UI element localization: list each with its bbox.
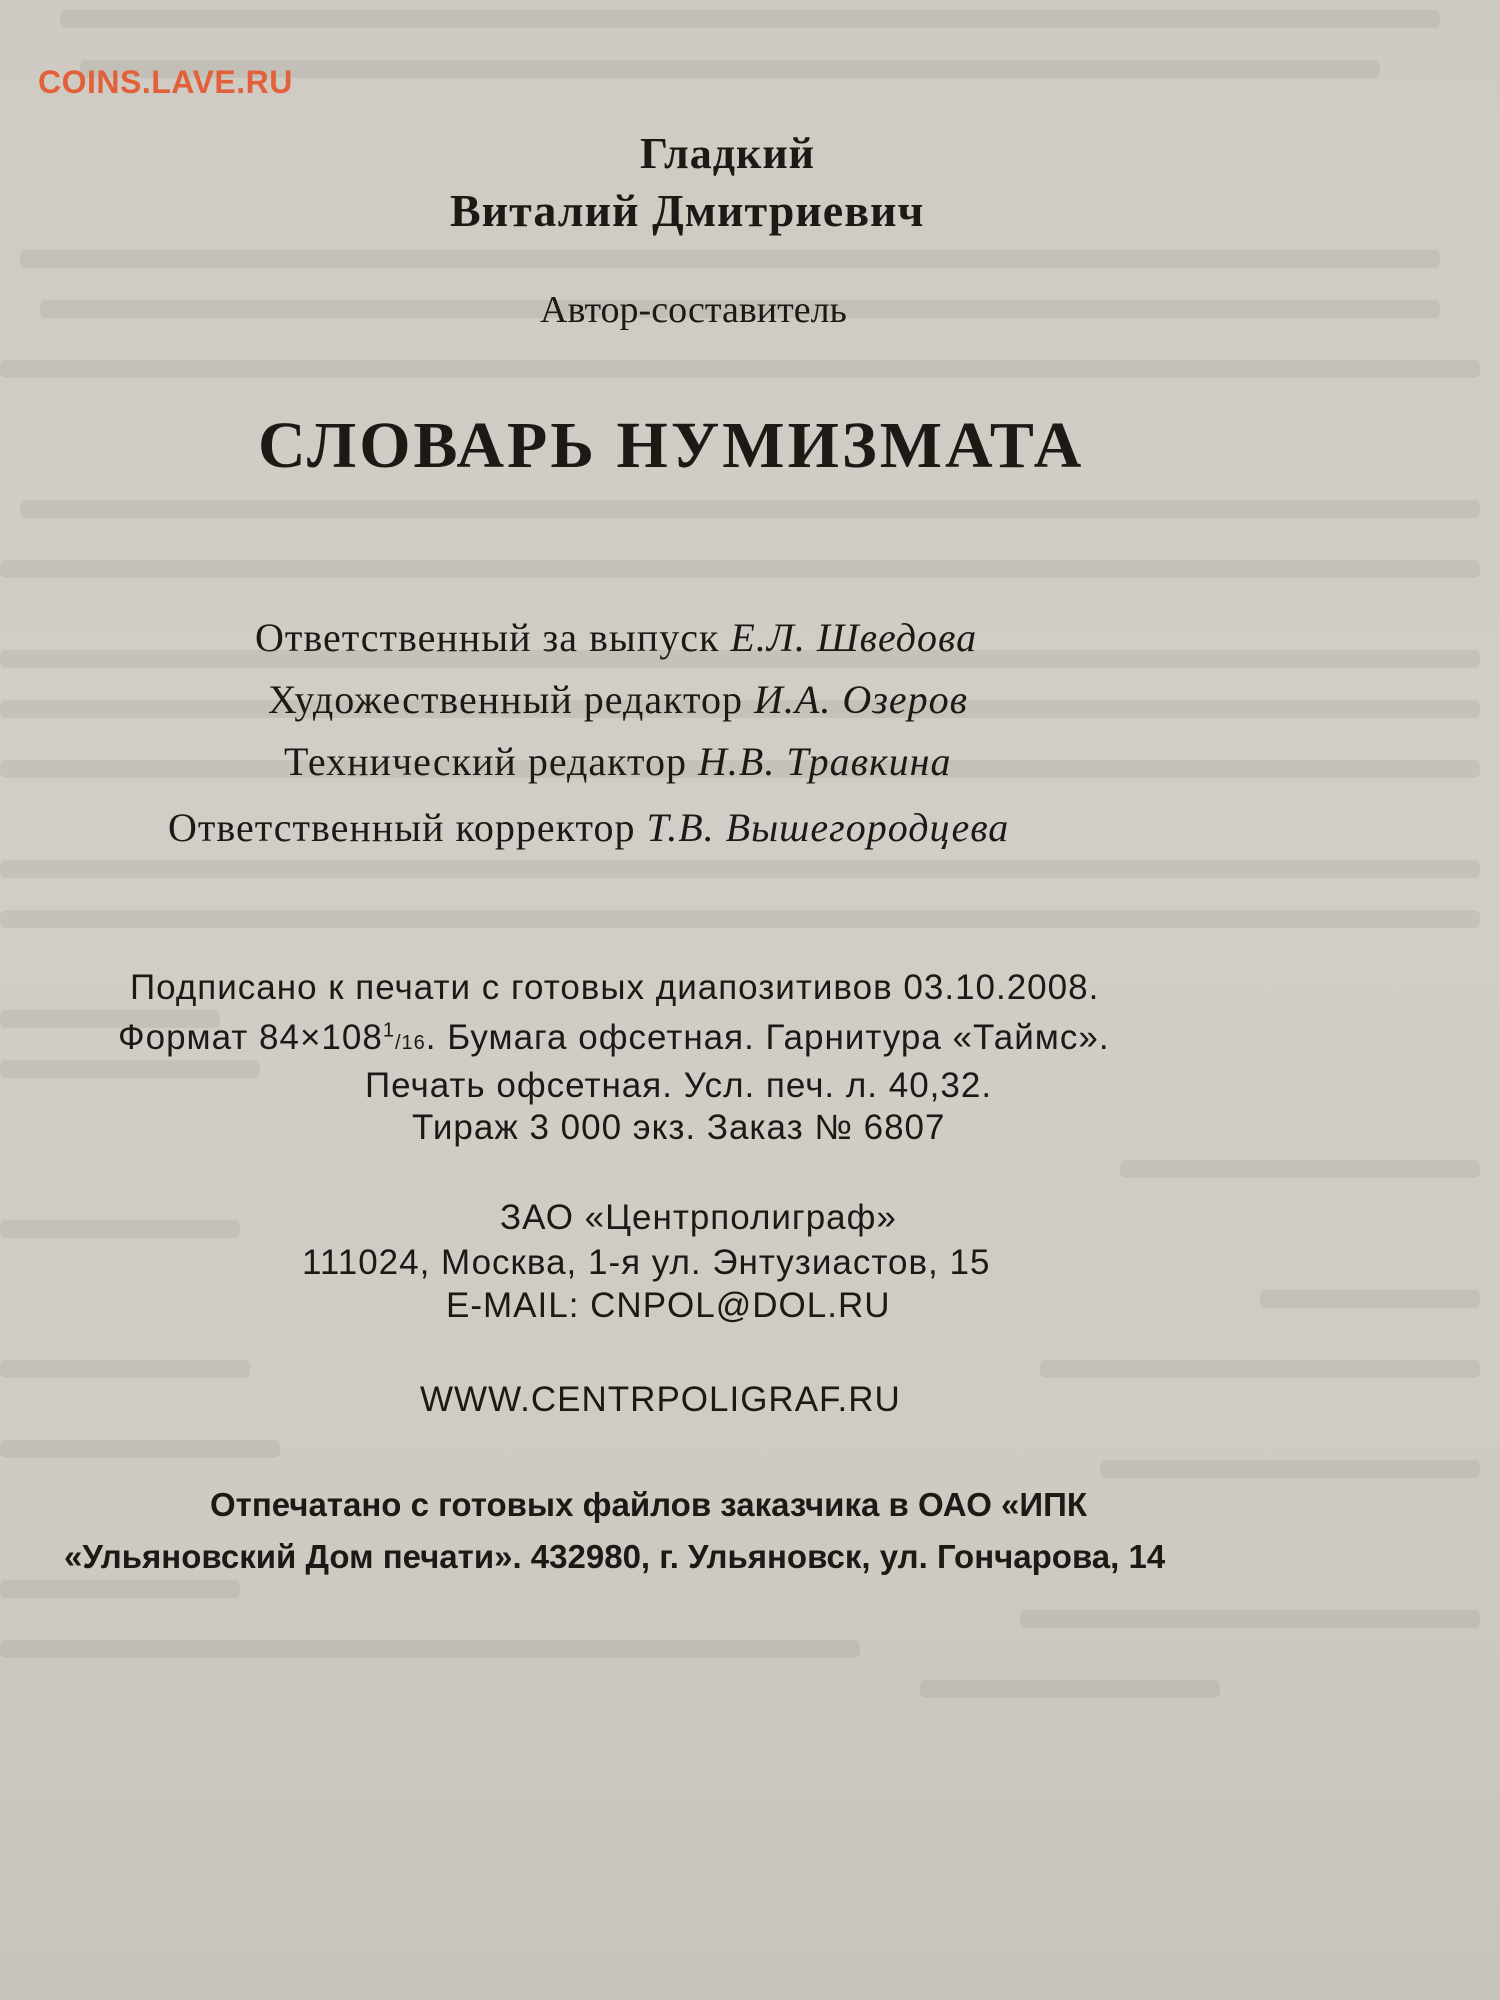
format-den: /16 [394, 1032, 426, 1054]
publisher-name: ЗАО «Центрполиграф» [500, 1198, 897, 1237]
credit-name: И.А. Озеров [754, 677, 968, 722]
imprint-run: Тираж 3 000 экз. Заказ № 6807 [412, 1108, 946, 1147]
printer-line-2: «Ульяновский Дом печати». 432980, г. Ульяновск, ул. Гончарова, 14 [64, 1538, 1166, 1575]
author-surname: Гладкий [640, 129, 816, 178]
imprint-signed: Подписано к печати с готовых диапозитивов 03.10.2008. [130, 968, 1100, 1007]
publisher-address: 111024, Москва, 1-я ул. Энтузиастов, 15 [302, 1243, 991, 1282]
credit-line [284, 738, 952, 785]
publisher-email: E-MAIL: CNPOL@DOL.RU [446, 1286, 891, 1325]
credit-role: Художественный редактор [268, 677, 743, 722]
book-title: СЛОВАРЬ НУМИЗМАТА [258, 409, 1085, 482]
credit-name: Н.В. Травкина [698, 739, 952, 784]
credit-line [255, 614, 977, 661]
imprint-format [118, 1018, 1110, 1058]
printer-line-1: Отпечатано с готовых файлов заказчика в ОАО «ИПК [210, 1486, 1087, 1523]
site-watermark: COINS.LAVE.RU [38, 64, 293, 100]
credit-name: Е.Л. Шведова [730, 615, 978, 660]
credit-line [168, 804, 1009, 851]
credit-role: Ответственный корректор [168, 805, 636, 850]
format-prefix: Формат 84×108 [118, 1018, 383, 1057]
publisher-website: WWW.CENTRPOLIGRAF.RU [420, 1380, 901, 1419]
format-suffix: . Бумага офсетная. Гарнитура «Таймс». [425, 1018, 1110, 1057]
credit-role: Ответственный за выпуск [255, 615, 720, 660]
imprint-print: Печать офсетная. Усл. печ. л. 40,32. [365, 1066, 993, 1105]
credit-name: Т.В. Вышегородцева [646, 805, 1010, 850]
author-role: Автор-составитель [540, 289, 847, 331]
author-name: Виталий Дмитриевич [450, 185, 925, 236]
format-sup: 1 [382, 1019, 395, 1042]
credit-line [268, 676, 968, 723]
credit-role: Технический редактор [284, 739, 688, 784]
